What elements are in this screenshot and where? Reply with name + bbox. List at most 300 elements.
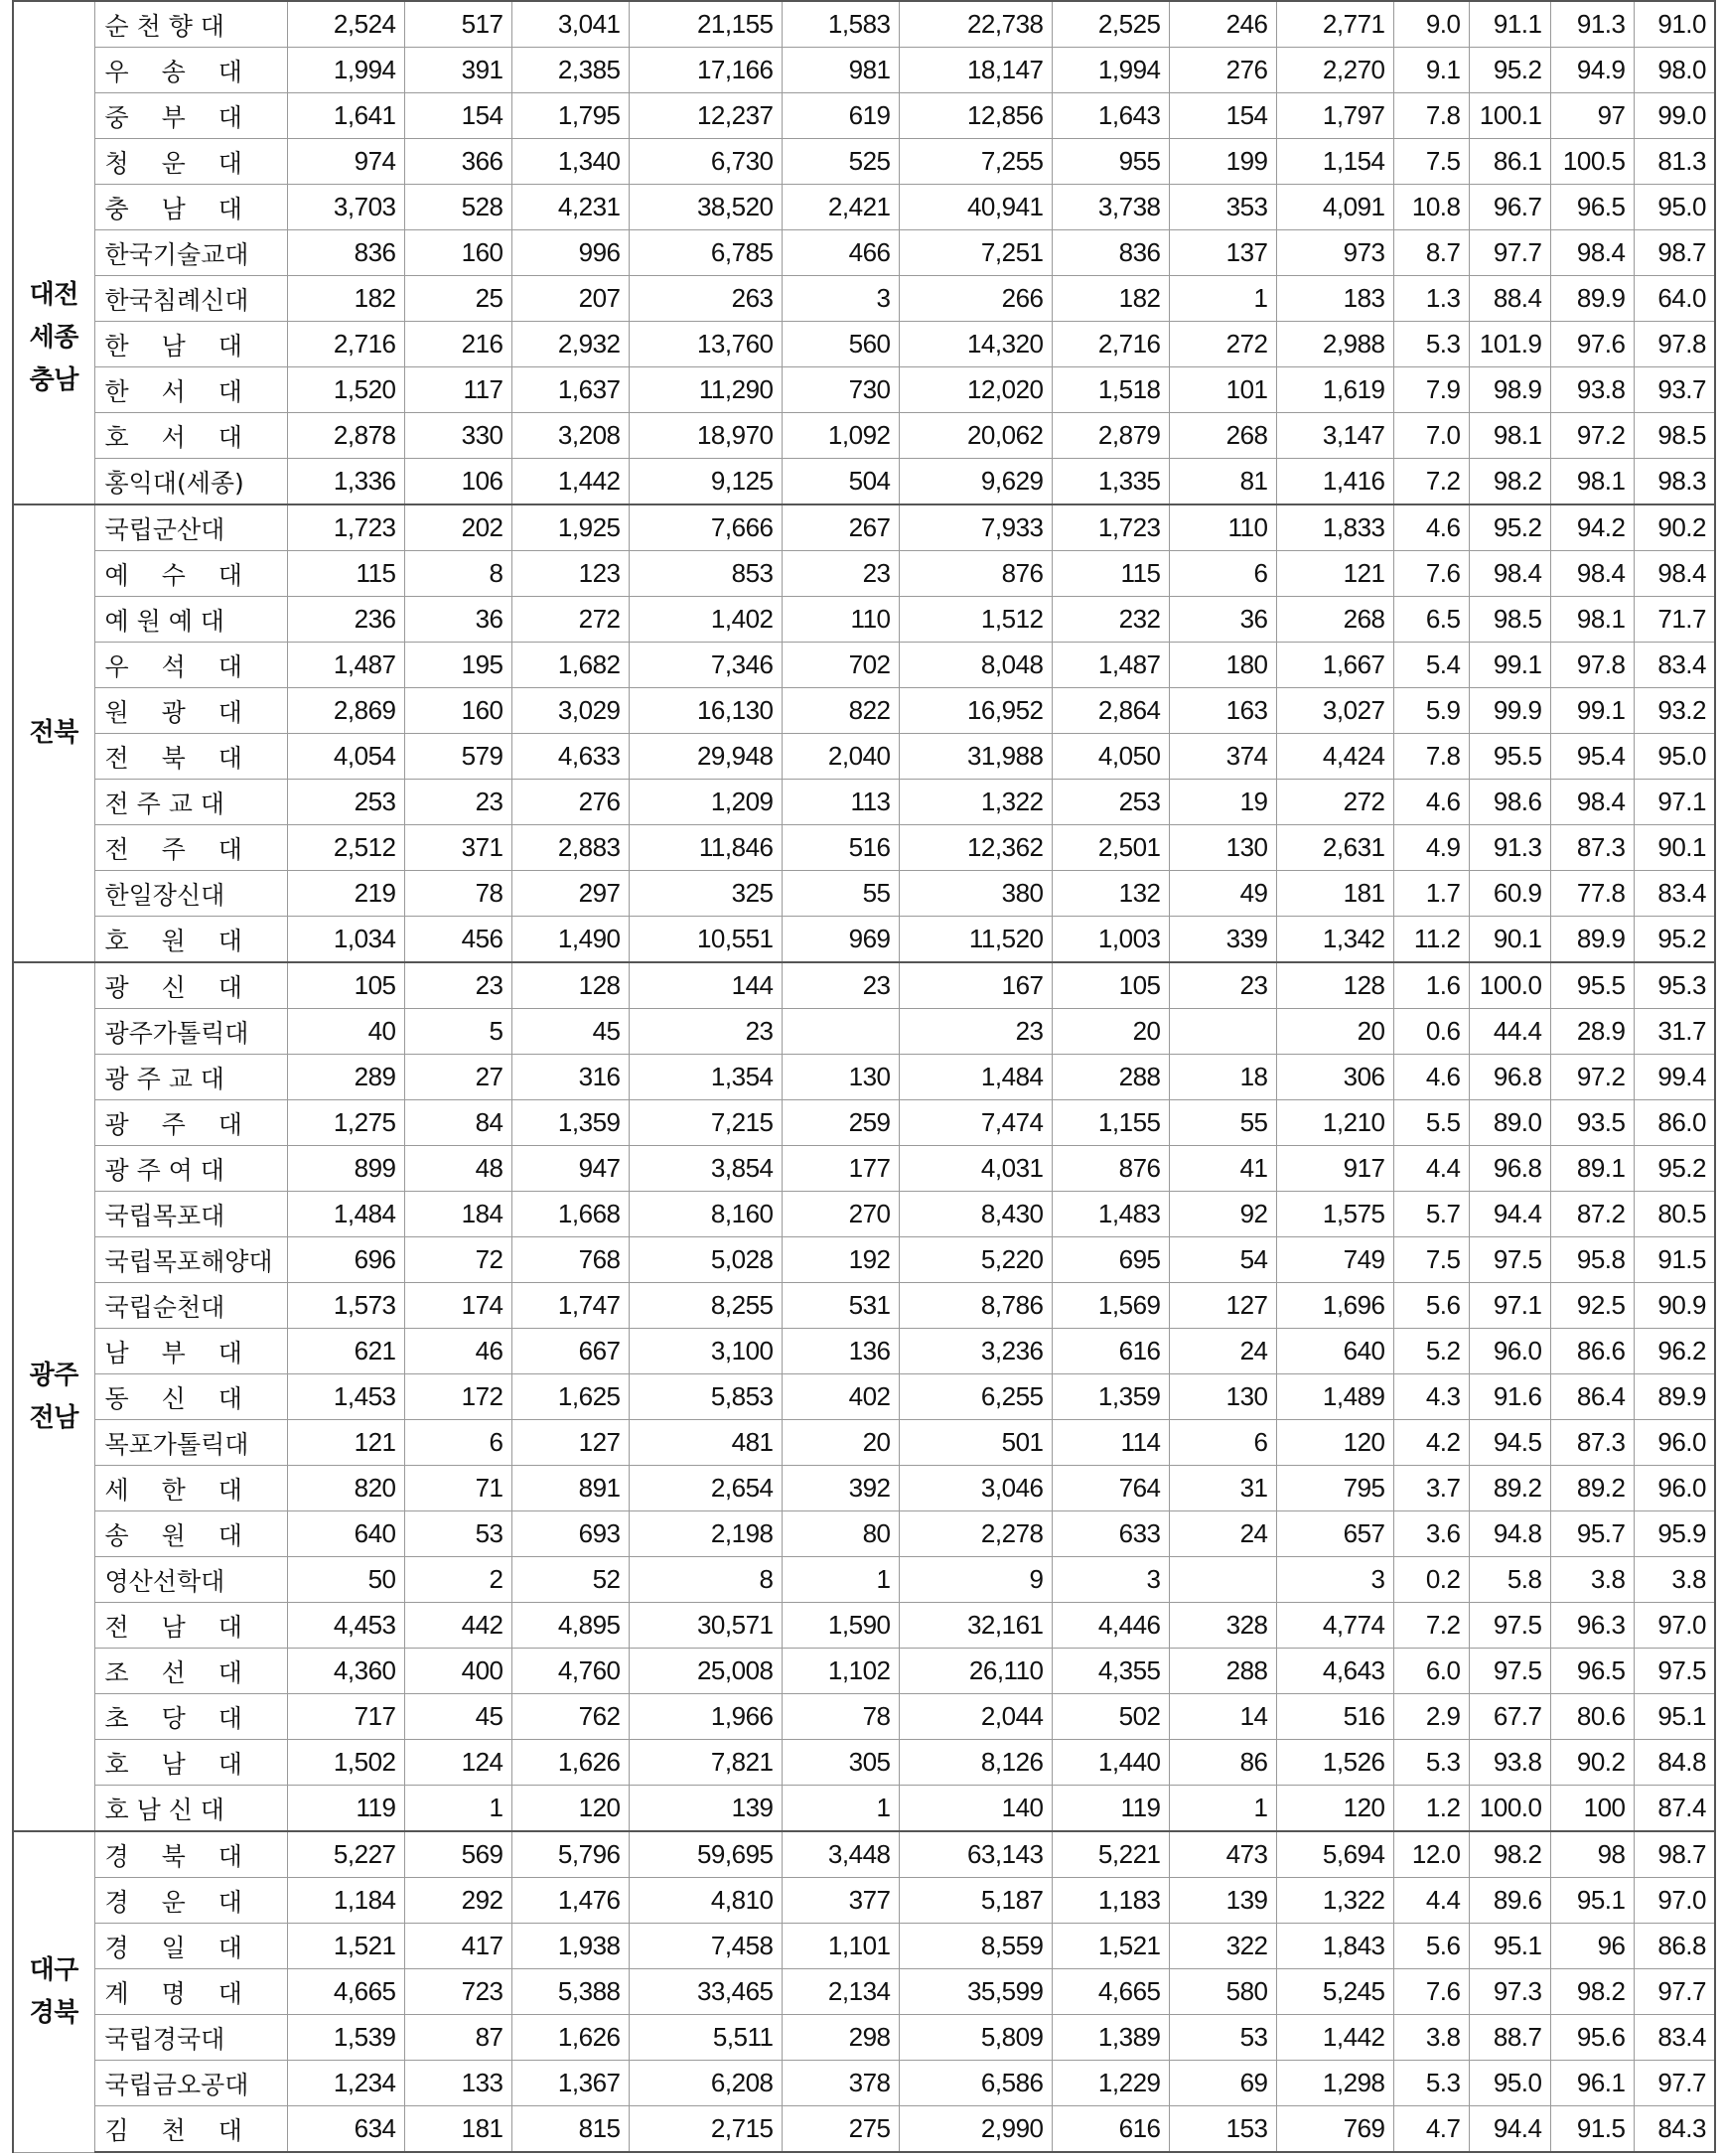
value-cell: 83.4 — [1634, 871, 1715, 917]
value-cell: 48 — [404, 1146, 511, 1192]
table-row — [13, 551, 1715, 597]
value-cell: 2,716 — [1052, 322, 1169, 367]
value-cell: 98.5 — [1469, 597, 1550, 643]
value-cell: 1,442 — [511, 459, 629, 505]
value-cell: 1,747 — [511, 1283, 629, 1329]
value-cell: 1,590 — [782, 1603, 899, 1649]
value-cell: 6,586 — [899, 2061, 1052, 2106]
university-name-cell: 영산선학대 — [94, 1557, 287, 1603]
value-cell: 9,125 — [629, 459, 782, 505]
university-name-cell: 조 선 대 — [94, 1649, 287, 1694]
value-cell: 263 — [629, 276, 782, 322]
value-cell: 7.6 — [1393, 551, 1469, 597]
table-row — [13, 2015, 1715, 2061]
university-name-cell: 광 신 대 — [94, 962, 287, 1009]
value-cell: 139 — [1169, 1878, 1276, 1924]
value-cell: 1,154 — [1276, 139, 1393, 185]
value-cell: 98.1 — [1469, 413, 1550, 459]
value-cell: 99.1 — [1469, 643, 1550, 688]
value-cell: 1,682 — [511, 643, 629, 688]
value-cell: 696 — [287, 1237, 404, 1283]
value-cell: 95.0 — [1634, 185, 1715, 230]
value-cell: 268 — [1169, 413, 1276, 459]
value-cell: 2,512 — [287, 825, 404, 871]
value-cell: 110 — [1169, 504, 1276, 551]
value-cell: 1,102 — [782, 1649, 899, 1694]
value-cell: 199 — [1169, 139, 1276, 185]
value-cell: 3,738 — [1052, 185, 1169, 230]
value-cell: 3 — [1276, 1557, 1393, 1603]
value-cell: 325 — [629, 871, 782, 917]
value-cell: 693 — [511, 1511, 629, 1557]
value-cell: 18,970 — [629, 413, 782, 459]
value-cell: 12.0 — [1393, 1831, 1469, 1878]
value-cell: 23 — [899, 1009, 1052, 1055]
value-cell: 16,130 — [629, 688, 782, 734]
value-cell: 23 — [1169, 962, 1276, 1009]
value-cell: 72 — [404, 1237, 511, 1283]
statistics-table-container — [12, 0, 1716, 2153]
university-name-cell: 우 송 대 — [94, 48, 287, 93]
university-statistics-table — [12, 0, 1716, 2153]
value-cell: 3,147 — [1276, 413, 1393, 459]
value-cell: 1,367 — [511, 2061, 629, 2106]
table-row — [13, 1374, 1715, 1420]
value-cell: 2,988 — [1276, 322, 1393, 367]
value-cell: 98.4 — [1550, 230, 1634, 276]
value-cell: 1,723 — [1052, 504, 1169, 551]
value-cell: 6,255 — [899, 1374, 1052, 1420]
value-cell: 5,809 — [899, 2015, 1052, 2061]
value-cell — [1169, 1557, 1276, 1603]
value-cell: 12,237 — [629, 93, 782, 139]
table-row — [13, 1466, 1715, 1511]
table-row — [13, 643, 1715, 688]
value-cell: 2,715 — [629, 2106, 782, 2153]
value-cell: 97.2 — [1550, 413, 1634, 459]
value-cell: 31 — [1169, 1466, 1276, 1511]
value-cell: 1,440 — [1052, 1740, 1169, 1786]
value-cell: 11,520 — [899, 917, 1052, 963]
value-cell: 1,667 — [1276, 643, 1393, 688]
value-cell: 44.4 — [1469, 1009, 1550, 1055]
value-cell: 7.6 — [1393, 1969, 1469, 2015]
value-cell: 1,539 — [287, 2015, 404, 2061]
value-cell: 1,833 — [1276, 504, 1393, 551]
table-row — [13, 962, 1715, 1009]
value-cell: 7.8 — [1393, 734, 1469, 780]
value-cell: 4,054 — [287, 734, 404, 780]
value-cell: 98.2 — [1469, 459, 1550, 505]
value-cell: 95.6 — [1550, 2015, 1634, 2061]
value-cell: 4,665 — [1052, 1969, 1169, 2015]
table-row — [13, 1557, 1715, 1603]
value-cell: 5,028 — [629, 1237, 782, 1283]
value-cell: 2,869 — [287, 688, 404, 734]
value-cell: 23 — [782, 962, 899, 1009]
value-cell: 86.0 — [1634, 1100, 1715, 1146]
value-cell: 7.2 — [1393, 1603, 1469, 1649]
value-cell: 92 — [1169, 1192, 1276, 1237]
university-name-cell: 청 운 대 — [94, 139, 287, 185]
value-cell: 121 — [1276, 551, 1393, 597]
value-cell: 1,101 — [782, 1924, 899, 1969]
value-cell: 80.6 — [1550, 1694, 1634, 1740]
value-cell: 2 — [404, 1557, 511, 1603]
value-cell: 91.3 — [1550, 1, 1634, 48]
region-label: 광주 전남 — [13, 962, 94, 1831]
value-cell: 4.7 — [1393, 2106, 1469, 2153]
value-cell: 55 — [782, 871, 899, 917]
value-cell: 1,298 — [1276, 2061, 1393, 2106]
value-cell: 5,511 — [629, 2015, 782, 2061]
value-cell: 1,487 — [1052, 643, 1169, 688]
value-cell: 23 — [404, 780, 511, 825]
value-cell: 140 — [899, 1786, 1052, 1832]
value-cell: 4,360 — [287, 1649, 404, 1694]
value-cell: 89.0 — [1469, 1100, 1550, 1146]
value-cell: 216 — [404, 322, 511, 367]
table-row — [13, 1694, 1715, 1740]
value-cell: 154 — [404, 93, 511, 139]
value-cell: 8 — [404, 551, 511, 597]
value-cell: 1,402 — [629, 597, 782, 643]
value-cell: 115 — [287, 551, 404, 597]
value-cell: 322 — [1169, 1924, 1276, 1969]
value-cell: 77.8 — [1550, 871, 1634, 917]
value-cell: 1,489 — [1276, 1374, 1393, 1420]
value-cell: 1,340 — [511, 139, 629, 185]
value-cell: 5.9 — [1393, 688, 1469, 734]
value-cell: 7.5 — [1393, 1237, 1469, 1283]
value-cell: 96.0 — [1469, 1329, 1550, 1374]
table-row — [13, 734, 1715, 780]
value-cell: 20 — [1276, 1009, 1393, 1055]
value-cell: 45 — [404, 1694, 511, 1740]
value-cell: 717 — [287, 1694, 404, 1740]
value-cell: 25 — [404, 276, 511, 322]
value-cell: 93.7 — [1634, 367, 1715, 413]
value-cell: 182 — [1052, 276, 1169, 322]
value-cell: 13,760 — [629, 322, 782, 367]
value-cell: 83.4 — [1634, 2015, 1715, 2061]
value-cell: 815 — [511, 2106, 629, 2153]
value-cell: 1,966 — [629, 1694, 782, 1740]
value-cell: 144 — [629, 962, 782, 1009]
value-cell: 114 — [1052, 1420, 1169, 1466]
value-cell: 95.5 — [1469, 734, 1550, 780]
value-cell: 40,941 — [899, 185, 1052, 230]
value-cell: 99.4 — [1634, 1055, 1715, 1100]
value-cell: 4,424 — [1276, 734, 1393, 780]
value-cell: 121 — [287, 1420, 404, 1466]
region-label: 대구 경북 — [13, 1831, 94, 2152]
value-cell: 127 — [511, 1420, 629, 1466]
university-name-cell: 호 서 대 — [94, 413, 287, 459]
value-cell: 339 — [1169, 917, 1276, 963]
value-cell: 1,625 — [511, 1374, 629, 1420]
value-cell: 14,320 — [899, 322, 1052, 367]
value-cell: 98.4 — [1634, 551, 1715, 597]
value-cell: 96.3 — [1550, 1603, 1634, 1649]
table-row — [13, 276, 1715, 322]
value-cell: 7,821 — [629, 1740, 782, 1786]
value-cell: 97.7 — [1634, 2061, 1715, 2106]
value-cell: 7,458 — [629, 1924, 782, 1969]
value-cell: 288 — [1169, 1649, 1276, 1694]
value-cell: 481 — [629, 1420, 782, 1466]
value-cell: 5 — [404, 1009, 511, 1055]
value-cell: 95.7 — [1550, 1511, 1634, 1557]
value-cell: 98.1 — [1550, 597, 1634, 643]
value-cell: 1,484 — [899, 1055, 1052, 1100]
value-cell: 80 — [782, 1511, 899, 1557]
table-row — [13, 597, 1715, 643]
university-name-cell: 목포가톨릭대 — [94, 1420, 287, 1466]
university-name-cell: 예 원 예 대 — [94, 597, 287, 643]
value-cell: 275 — [782, 2106, 899, 2153]
table-row — [13, 459, 1715, 505]
university-name-cell: 전 남 대 — [94, 1603, 287, 1649]
value-cell: 94.4 — [1469, 2106, 1550, 2153]
value-cell: 7.0 — [1393, 413, 1469, 459]
university-name-cell: 국립군산대 — [94, 504, 287, 551]
value-cell: 5.3 — [1393, 322, 1469, 367]
value-cell: 81 — [1169, 459, 1276, 505]
value-cell: 124 — [404, 1740, 511, 1786]
university-name-cell: 한일장신대 — [94, 871, 287, 917]
table-row — [13, 1, 1715, 48]
value-cell: 97.0 — [1634, 1878, 1715, 1924]
value-cell: 128 — [1276, 962, 1393, 1009]
university-name-cell: 초 당 대 — [94, 1694, 287, 1740]
value-cell: 5,796 — [511, 1831, 629, 1878]
value-cell: 89.9 — [1634, 1374, 1715, 1420]
value-cell: 4,446 — [1052, 1603, 1169, 1649]
value-cell: 820 — [287, 1466, 404, 1511]
value-cell: 1,512 — [899, 597, 1052, 643]
value-cell: 6.0 — [1393, 1649, 1469, 1694]
university-name-cell: 우 석 대 — [94, 643, 287, 688]
value-cell: 36 — [1169, 597, 1276, 643]
value-cell: 89.9 — [1550, 917, 1634, 963]
table-row — [13, 413, 1715, 459]
value-cell: 5,220 — [899, 1237, 1052, 1283]
value-cell: 92.5 — [1550, 1283, 1634, 1329]
value-cell: 98.9 — [1469, 367, 1550, 413]
table-row — [13, 322, 1715, 367]
value-cell: 297 — [511, 871, 629, 917]
value-cell: 105 — [1052, 962, 1169, 1009]
value-cell: 0.2 — [1393, 1557, 1469, 1603]
value-cell: 1,797 — [1276, 93, 1393, 139]
value-cell: 94.8 — [1469, 1511, 1550, 1557]
value-cell: 95.0 — [1634, 734, 1715, 780]
value-cell: 266 — [899, 276, 1052, 322]
value-cell: 100.0 — [1469, 962, 1550, 1009]
value-cell: 973 — [1276, 230, 1393, 276]
value-cell: 633 — [1052, 1511, 1169, 1557]
value-cell: 11,846 — [629, 825, 782, 871]
value-cell: 4,774 — [1276, 1603, 1393, 1649]
value-cell: 2,716 — [287, 322, 404, 367]
value-cell: 97.1 — [1634, 780, 1715, 825]
value-cell: 232 — [1052, 597, 1169, 643]
value-cell: 2,040 — [782, 734, 899, 780]
value-cell: 272 — [1276, 780, 1393, 825]
value-cell: 1,502 — [287, 1740, 404, 1786]
value-cell: 6 — [1169, 551, 1276, 597]
value-cell: 1,573 — [287, 1283, 404, 1329]
table-row — [13, 1283, 1715, 1329]
value-cell: 50 — [287, 1557, 404, 1603]
value-cell: 1,626 — [511, 1740, 629, 1786]
table-row — [13, 367, 1715, 413]
value-cell: 2,631 — [1276, 825, 1393, 871]
value-cell: 1,643 — [1052, 93, 1169, 139]
value-cell: 1,490 — [511, 917, 629, 963]
university-name-cell: 호 원 대 — [94, 917, 287, 963]
value-cell: 1,322 — [1276, 1878, 1393, 1924]
value-cell: 94.2 — [1550, 504, 1634, 551]
value-cell: 174 — [404, 1283, 511, 1329]
value-cell: 353 — [1169, 185, 1276, 230]
value-cell: 87.3 — [1550, 1420, 1634, 1466]
value-cell: 253 — [287, 780, 404, 825]
value-cell: 1,723 — [287, 504, 404, 551]
value-cell: 2,524 — [287, 1, 404, 48]
value-cell: 95.1 — [1550, 1878, 1634, 1924]
value-cell: 60.9 — [1469, 871, 1550, 917]
value-cell: 7,666 — [629, 504, 782, 551]
university-name-cell: 광주가톨릭대 — [94, 1009, 287, 1055]
value-cell: 97.0 — [1634, 1603, 1715, 1649]
university-name-cell: 국립목포해양대 — [94, 1237, 287, 1283]
value-cell: 3,208 — [511, 413, 629, 459]
value-cell: 7,346 — [629, 643, 782, 688]
value-cell: 22,738 — [899, 1, 1052, 48]
value-cell: 14 — [1169, 1694, 1276, 1740]
value-cell: 836 — [287, 230, 404, 276]
value-cell: 95.2 — [1634, 1146, 1715, 1192]
value-cell: 1,184 — [287, 1878, 404, 1924]
value-cell: 836 — [1052, 230, 1169, 276]
value-cell: 181 — [1276, 871, 1393, 917]
value-cell: 98.2 — [1469, 1831, 1550, 1878]
value-cell: 98.0 — [1634, 48, 1715, 93]
university-name-cell: 한국기술교대 — [94, 230, 287, 276]
value-cell: 5.4 — [1393, 643, 1469, 688]
value-cell: 89.2 — [1469, 1466, 1550, 1511]
value-cell: 115 — [1052, 551, 1169, 597]
value-cell: 768 — [511, 1237, 629, 1283]
value-cell: 28.9 — [1550, 1009, 1634, 1055]
value-cell: 371 — [404, 825, 511, 871]
table-row — [13, 917, 1715, 963]
university-name-cell: 전 주 교 대 — [94, 780, 287, 825]
value-cell: 49 — [1169, 871, 1276, 917]
value-cell: 36 — [404, 597, 511, 643]
value-cell: 90.1 — [1469, 917, 1550, 963]
value-cell: 106 — [404, 459, 511, 505]
value-cell: 1 — [782, 1786, 899, 1832]
value-cell: 67.7 — [1469, 1694, 1550, 1740]
value-cell: 86.8 — [1634, 1924, 1715, 1969]
value-cell: 2,198 — [629, 1511, 782, 1557]
value-cell: 400 — [404, 1649, 511, 1694]
value-cell: 1.6 — [1393, 962, 1469, 1009]
value-cell: 1,925 — [511, 504, 629, 551]
value-cell: 6 — [404, 1420, 511, 1466]
value-cell: 1,234 — [287, 2061, 404, 2106]
value-cell: 5.6 — [1393, 1283, 1469, 1329]
value-cell: 87.2 — [1550, 1192, 1634, 1237]
value-cell: 11.2 — [1393, 917, 1469, 963]
value-cell: 1,994 — [287, 48, 404, 93]
university-name-cell: 광 주 교 대 — [94, 1055, 287, 1100]
value-cell: 123 — [511, 551, 629, 597]
value-cell: 2,134 — [782, 1969, 899, 2015]
value-cell: 100.1 — [1469, 93, 1550, 139]
university-name-cell: 국립금오공대 — [94, 2061, 287, 2106]
value-cell: 4,231 — [511, 185, 629, 230]
university-name-cell: 원 광 대 — [94, 688, 287, 734]
value-cell: 764 — [1052, 1466, 1169, 1511]
value-cell: 86 — [1169, 1740, 1276, 1786]
value-cell: 3 — [782, 276, 899, 322]
table-row — [13, 1420, 1715, 1466]
value-cell: 4,355 — [1052, 1649, 1169, 1694]
value-cell: 1,092 — [782, 413, 899, 459]
table-row — [13, 48, 1715, 93]
value-cell: 180 — [1169, 643, 1276, 688]
value-cell: 94.9 — [1550, 48, 1634, 93]
value-cell: 1,155 — [1052, 1100, 1169, 1146]
university-name-cell: 홍익대(세종) — [94, 459, 287, 505]
value-cell: 3,029 — [511, 688, 629, 734]
value-cell: 163 — [1169, 688, 1276, 734]
value-cell: 2,771 — [1276, 1, 1393, 48]
value-cell: 6.5 — [1393, 597, 1469, 643]
value-cell: 374 — [1169, 734, 1276, 780]
value-cell: 33,465 — [629, 1969, 782, 2015]
region-label: 전북 — [13, 504, 94, 962]
value-cell: 87 — [404, 2015, 511, 2061]
value-cell: 853 — [629, 551, 782, 597]
value-cell: 1,416 — [1276, 459, 1393, 505]
value-cell: 2,932 — [511, 322, 629, 367]
value-cell: 183 — [1276, 276, 1393, 322]
value-cell: 30,571 — [629, 1603, 782, 1649]
value-cell: 2,654 — [629, 1466, 782, 1511]
value-cell: 89.1 — [1550, 1146, 1634, 1192]
value-cell: 195 — [404, 643, 511, 688]
university-name-cell: 광 주 대 — [94, 1100, 287, 1146]
value-cell: 2,501 — [1052, 825, 1169, 871]
value-cell: 1,210 — [1276, 1100, 1393, 1146]
value-cell: 1,521 — [287, 1924, 404, 1969]
value-cell: 236 — [287, 597, 404, 643]
value-cell: 89.6 — [1469, 1878, 1550, 1924]
value-cell: 4.4 — [1393, 1146, 1469, 1192]
value-cell: 98.4 — [1469, 551, 1550, 597]
value-cell: 93.8 — [1550, 367, 1634, 413]
value-cell: 292 — [404, 1878, 511, 1924]
value-cell: 128 — [511, 962, 629, 1009]
value-cell: 9.1 — [1393, 48, 1469, 93]
table-row — [13, 1237, 1715, 1283]
value-cell: 41 — [1169, 1146, 1276, 1192]
